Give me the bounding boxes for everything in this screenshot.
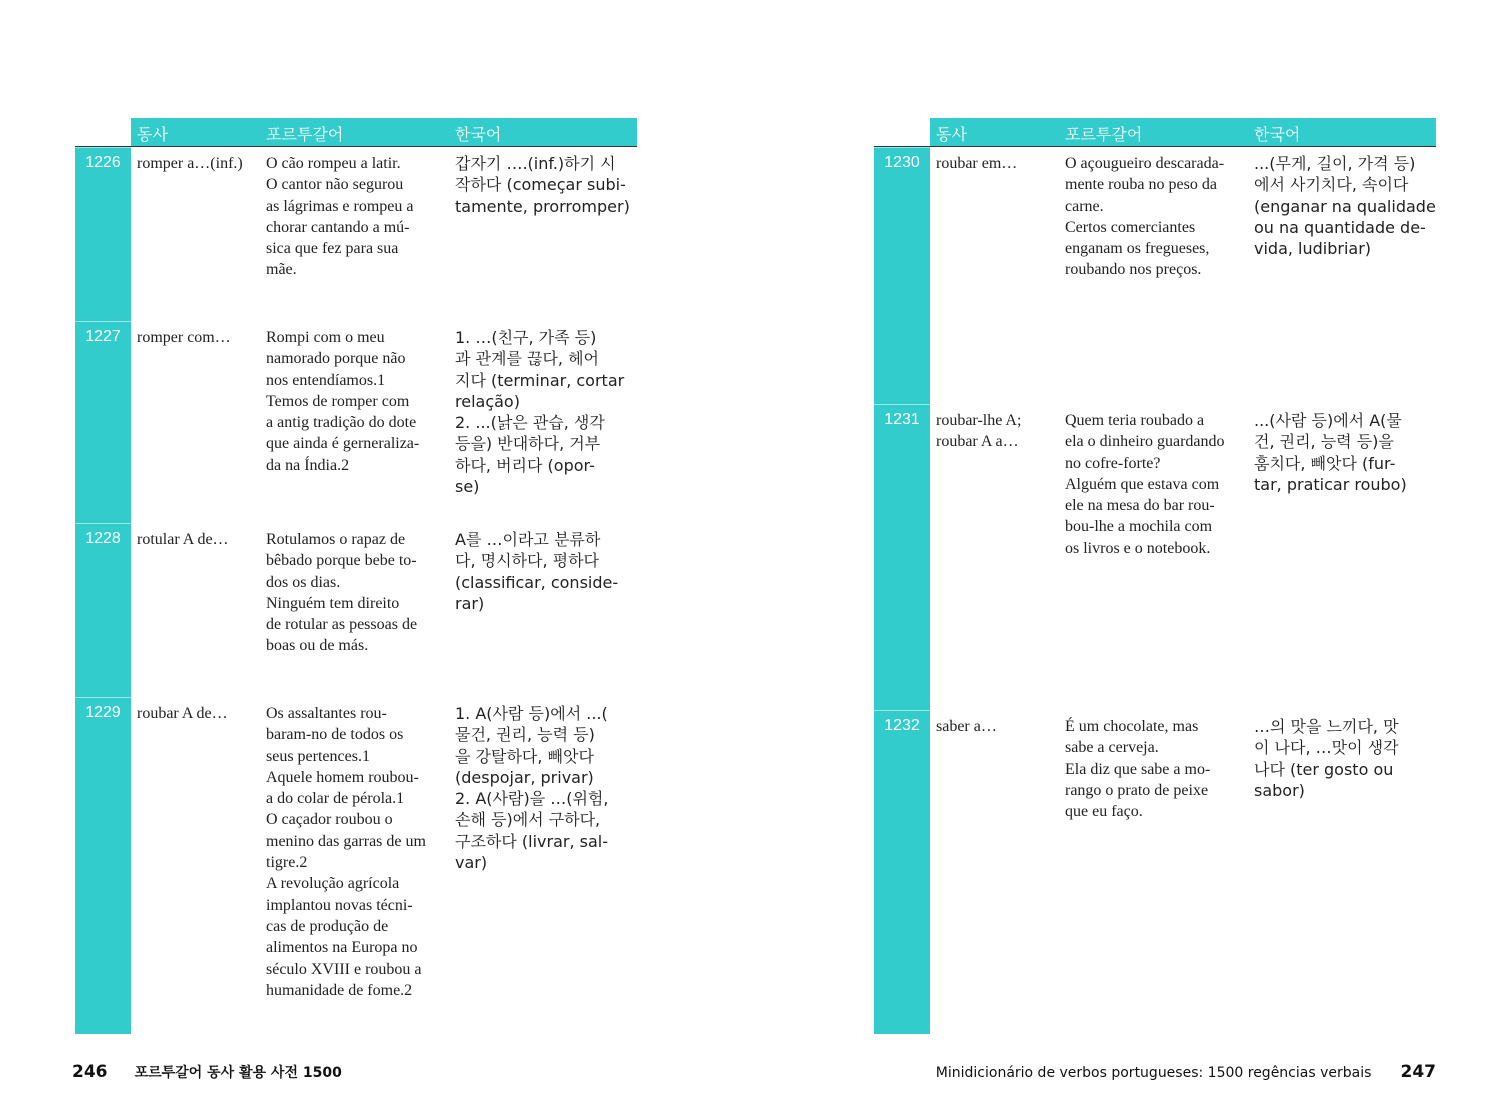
text-line: 이 나다, …맛이 생각: [1254, 738, 1399, 758]
entry-number: 1231: [874, 404, 930, 710]
text-line: nos entendíamos.1: [266, 371, 386, 389]
header-portuguese: 포르투갈어: [266, 125, 344, 144]
text-line: 작하다 (começar subi-: [455, 175, 626, 195]
text-line: 구조하다 (livrar, sal-: [455, 831, 609, 851]
text-line: O açougueiro descarada-: [1065, 155, 1225, 172]
page-number-left: 246: [72, 1062, 108, 1082]
text-line: sabe a cerveja.: [1065, 739, 1159, 757]
text-line: O cantor não segurou: [266, 176, 404, 194]
table-header: [874, 118, 1436, 147]
text-line: que eu faço.: [1065, 803, 1143, 821]
text-line: no cofre-forte?: [1065, 454, 1161, 472]
text-line: enganam os fregueses,: [1065, 240, 1210, 258]
entry-number: 1229: [75, 697, 131, 1034]
text-line: cas de produção de: [266, 917, 389, 935]
text-line: var): [455, 853, 488, 873]
text-line: (enganar na qualidade: [1254, 196, 1436, 216]
text-line: tamente, prorromper): [455, 196, 630, 216]
text-line: 훔치다, 빼앗다 (fur-: [1254, 453, 1396, 473]
portuguese-example-cell: [1065, 716, 1247, 822]
text-line: 다, 명시하다, 평하다: [455, 551, 599, 571]
verb-cell: [936, 410, 1060, 453]
portuguese-example-cell: [1065, 410, 1247, 559]
text-line: século XVIII e roubou a: [266, 960, 422, 978]
left-page: [75, 118, 637, 1034]
text-line: dos os dias.: [266, 573, 341, 591]
portuguese-example-cell: [266, 153, 448, 281]
text-line: saber a…: [936, 718, 997, 735]
book-title-korean: 포르투갈어 동사 활용 사전 1500: [134, 1065, 342, 1081]
text-line: 등을) 반대하다, 거부: [455, 434, 601, 454]
portuguese-example-cell: [266, 529, 448, 657]
header-bar: [930, 118, 1436, 146]
text-line: Os assaltantes rou-: [266, 705, 387, 722]
text-line: 하다, 버리다 (opor-: [455, 455, 595, 475]
header-portuguese: 포르투갈어: [1065, 125, 1143, 144]
text-line: a do colar de pérola.1: [266, 790, 405, 808]
text-line: chorar cantando a mú-: [266, 218, 410, 236]
entry-number: 1228: [75, 523, 131, 697]
verb-cell: [936, 153, 1060, 174]
left-footer: [72, 1062, 342, 1082]
text-line: seus pertences.1: [266, 747, 370, 765]
table-header: [75, 118, 637, 147]
text-line: implantou novas técni-: [266, 896, 413, 914]
text-line: relação): [455, 391, 520, 411]
text-line: romper a…(inf.): [137, 155, 243, 172]
korean-meaning-cell: [1254, 716, 1436, 801]
portuguese-example-cell: [266, 327, 448, 476]
right-footer: [936, 1062, 1436, 1082]
verb-cell: [137, 703, 261, 724]
entry-number: 1230: [874, 147, 930, 404]
text-line: Ninguém tem direito: [266, 594, 400, 612]
text-line: carne.: [1065, 197, 1104, 215]
text-line: ...(무게, 길이, 가격 등): [1254, 154, 1416, 173]
korean-meaning-cell: [1254, 410, 1436, 495]
entry-row: [75, 321, 637, 523]
text-line: roubar em…: [936, 155, 1018, 172]
text-line: mãe.: [266, 261, 297, 279]
text-line: de rotular as pessoas de: [266, 616, 418, 634]
verb-cell: [137, 529, 261, 550]
entry-list: [75, 147, 637, 1034]
text-line: os livros e o notebook.: [1065, 539, 1211, 557]
text-line: ela o dinheiro guardando: [1065, 433, 1225, 451]
text-line: O caçador roubou o: [266, 811, 393, 829]
text-line: 2. A(사람)을 …(위험,: [455, 789, 609, 809]
right-page: [874, 118, 1436, 1034]
header-verb: 동사: [936, 125, 967, 144]
text-line: 1. …(친구, 가족 등): [455, 328, 597, 347]
text-line: ele na mesa do bar rou-: [1065, 497, 1215, 515]
text-line: tigre.2: [266, 854, 308, 872]
text-line: que ainda é gerneraliza-: [266, 435, 420, 453]
text-line: rar): [455, 593, 485, 613]
text-line: 1. A(사람 등)에서 ...(: [455, 704, 608, 723]
text-line: se): [455, 477, 480, 497]
text-line: 물건, 권리, 능력 등): [455, 725, 595, 745]
text-line: Rotulamos o rapaz de: [266, 531, 406, 548]
text-line: (classificar, conside-: [455, 572, 619, 592]
korean-meaning-cell: [1254, 153, 1436, 259]
text-line: rotular A de…: [137, 531, 229, 548]
text-line: Rompi com o meu: [266, 329, 385, 346]
text-line: alimentos na Europa no: [266, 939, 418, 957]
header-korean: 한국어: [1254, 125, 1301, 144]
entry-row: [75, 147, 637, 321]
entry-row: [874, 710, 1436, 1034]
text-line: 에서 사기치다, 속이다: [1254, 175, 1409, 195]
text-line: roubar-lhe A;: [936, 412, 1022, 429]
entry-number: 1232: [874, 710, 930, 1034]
text-line: 지다 (terminar, cortar: [455, 370, 625, 390]
text-line: ...(사람 등)에서 A(물: [1254, 411, 1402, 430]
portuguese-example-cell: [266, 703, 448, 1001]
text-line: menino das garras de um: [266, 832, 426, 850]
text-line: rango o prato de peixe: [1065, 781, 1209, 799]
text-line: roubar A a…: [936, 433, 1019, 451]
text-line: A revolução agrícola: [266, 875, 400, 893]
korean-meaning-cell: [455, 529, 637, 614]
text-line: A를 …이라고 분류하: [455, 530, 601, 549]
book-title-portuguese: Minidicionário de verbos portugueses: 1500 regências verbais: [935, 1065, 1372, 1081]
text-line: Alguém que estava com: [1065, 475, 1220, 493]
text-line: da na Índia.2: [266, 456, 350, 474]
entry-row: [75, 523, 637, 697]
text-line: bêbado porque bebe to-: [266, 552, 417, 570]
text-line: sica que fez para sua: [266, 240, 399, 258]
text-line: (despojar, privar): [455, 767, 594, 787]
header-korean: 한국어: [455, 125, 502, 144]
korean-meaning-cell: [455, 327, 637, 497]
text-line: Aquele homem roubou-: [266, 768, 419, 786]
text-line: 건, 권리, 능력 등)을: [1254, 432, 1394, 452]
text-line: 과 관계를 끊다, 헤어: [455, 349, 599, 369]
verb-cell: [936, 716, 1060, 737]
text-line: 을 강탈하다, 빼앗다: [455, 746, 594, 766]
entry-number: 1226: [75, 147, 131, 321]
korean-meaning-cell: [455, 703, 637, 873]
text-line: 나다 (ter gosto ou: [1254, 759, 1394, 779]
text-line: 2. ...(낡은 관습, 생각: [455, 413, 605, 433]
text-line: bou-lhe a mochila com: [1065, 518, 1213, 536]
text-line: Certos comerciantes: [1065, 218, 1196, 236]
text-line: roubar A de…: [137, 705, 228, 722]
text-line: ou na quantidade de-: [1254, 217, 1426, 237]
text-line: baram-no de todos os: [266, 726, 404, 744]
text-line: 손해 등)에서 구하다,: [455, 810, 601, 830]
text-line: as lágrimas e rompeu a: [266, 197, 414, 215]
entry-row: [874, 404, 1436, 710]
text-line: boas ou de más.: [266, 637, 369, 655]
text-line: 갑자기 ….(inf.)하기 시: [455, 154, 616, 173]
entry-row: [75, 697, 637, 1034]
text-line: Temos de romper com: [266, 392, 410, 410]
text-line: Quem teria roubado a: [1065, 412, 1205, 429]
text-line: É um chocolate, mas: [1065, 718, 1199, 735]
text-line: a antig tradição do dote: [266, 414, 417, 432]
text-line: roubando nos preços.: [1065, 261, 1202, 279]
entry-list: [874, 147, 1436, 1034]
text-line: namorado porque não: [266, 350, 406, 368]
text-line: tar, praticar roubo): [1254, 474, 1407, 494]
verb-cell: [137, 153, 261, 174]
text-line: mente rouba no peso da: [1065, 176, 1217, 194]
text-line: romper com…: [137, 329, 231, 346]
entry-row: [874, 147, 1436, 404]
text-line: humanidade de fome.2: [266, 981, 413, 999]
header-bar: [131, 118, 637, 146]
entry-number: 1227: [75, 321, 131, 523]
text-line: O cão rompeu a latir.: [266, 155, 401, 172]
header-verb: 동사: [137, 125, 168, 144]
text-line: sabor): [1254, 780, 1305, 800]
text-line: …의 맛을 느끼다, 맛: [1254, 717, 1399, 736]
portuguese-example-cell: [1065, 153, 1247, 281]
korean-meaning-cell: [455, 153, 637, 217]
page-number-right: 247: [1400, 1062, 1436, 1082]
text-line: Ela diz que sabe a mo-: [1065, 760, 1211, 778]
text-line: vida, ludibriar): [1254, 239, 1372, 259]
verb-cell: [137, 327, 261, 348]
